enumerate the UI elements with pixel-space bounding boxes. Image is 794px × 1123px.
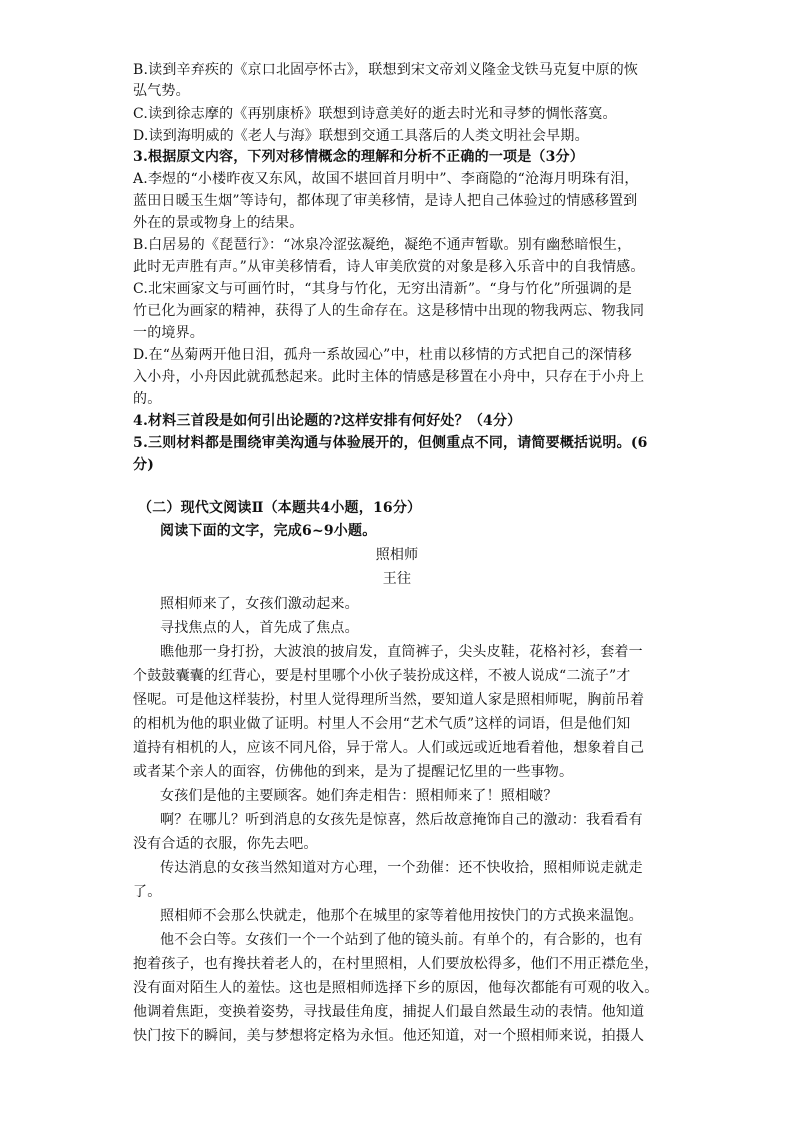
question-5-line2: 分)	[133, 457, 155, 473]
story-line: 他调着焦距，变换着姿势，寻找最佳角度，捕捉人们最自然最生动的表情。他知道	[133, 1004, 645, 1020]
story-line: 或者某个亲人的面容，仿佛他的到来，是为了提醒记忆里的一些事物。	[133, 764, 574, 780]
section-instruction: 阅读下面的文字，完成6~9小题。	[160, 523, 377, 539]
story-line: 没有面对陌生人的羞怯。这也是照相师选择下乡的原因，他每次都能有可观的收入。	[133, 980, 659, 996]
story-line: 快门按下的瞬间，美与梦想将定格为永恒。他还知道，对一个照相师来说，拍摄人	[133, 1028, 645, 1044]
story-paragraph: 寻找焦点的人，首先成了焦点。	[160, 620, 359, 636]
q3-option-d-line2: 入小舟，小舟因此就孤愁起来。此时主体的情感是移置在小舟中，只存在于小舟上	[133, 369, 645, 385]
q3-option-a-line1: A.李煜的“小楼昨夜又东风，故国不堪回首月明中”、李商隐的“沧海月明珠有泪，	[133, 171, 639, 187]
question-4: 4.材料三首段是如何引出论题的?这样安排有何好处？（4分）	[133, 413, 522, 429]
q3-option-d-line3: 的。	[133, 391, 162, 407]
q3-option-b-line1: B.白居易的《琵琶行》：“冰泉冷涩弦凝绝，凝绝不通声暂歇。别有幽愁暗恨生，	[133, 237, 632, 253]
story-line: 抱着孩子，也有搀扶着老人的，在村里照相，人们要放松得多，他们不用正襟危坐，	[133, 956, 659, 972]
option-b-line2: 弘气势。	[133, 83, 190, 99]
story-paragraph: 他不会白等。女孩们一个一个站到了他的镜头前。有单个的，有合影的，也有	[160, 932, 643, 948]
q3-option-d-line1: D.在“丛菊两开他日泪，孤舟一系故园心”中，杜甫以移情的方式把自己的深情移	[133, 347, 632, 363]
story-line: 的相机为他的职业做了证明。村里人不会用“艺术气质”这样的词语，但是他们知	[133, 716, 631, 732]
story-paragraph: 传达消息的女孩当然知道对方心理，一个劲催：还不快收拾，照相师说走就走	[160, 860, 643, 876]
q3-option-c-line2: 竹已化为画家的精神，获得了人的生命存在。这是移情中出现的物我两忘、物我同	[133, 303, 645, 319]
section-heading: （二）现代文阅读Ⅱ（本题共4小题，16分）	[138, 500, 422, 516]
story-paragraph: 瞧他那一身打扮，大波浪的披肩发，直筒裤子，尖头皮鞋，花格衬衫，套着一	[160, 644, 643, 660]
q3-option-a-line3: 外在的景或物身上的结果。	[133, 215, 304, 231]
story-paragraph: 女孩们是他的主要顾客。她们奔走相告：照相师来了！照相啵？	[160, 788, 558, 804]
q3-option-c-line1: C.北宋画家文与可画竹时，“其身与竹化，无穷出清新”。“身与竹化”所强调的是	[133, 281, 632, 297]
story-paragraph: 啊？在哪儿？听到消息的女孩先是惊喜，然后故意掩饰自己的激动：我看看有	[160, 812, 643, 828]
story-line: 道持有相机的人，应该不同凡俗，异于常人。人们或远或近地看着他，想象着自己	[133, 740, 645, 756]
story-paragraph: 照相师不会那么快就走，他那个在城里的家等着他用按快门的方式换来温饱。	[160, 908, 643, 924]
story-line: 怪呢。可是他这样装扮，村里人觉得理所当然，要知道人家是照相师呢，胸前吊着	[133, 692, 645, 708]
option-d: D.读到海明威的《老人与海》联想到交通工具落后的人类文明社会早期。	[133, 128, 589, 144]
q3-option-b-line2: 此时无声胜有声。”从审美移情看，诗人审美欣赏的对象是移入乐音中的自我情感。	[133, 259, 645, 275]
q3-option-a-line2: 蓝田日暖玉生烟”等诗句，都体现了审美移情，是诗人把自己体验过的情感移置到	[133, 193, 638, 209]
story-line: 没有合适的衣服，你先去吧。	[133, 836, 318, 852]
option-b-line1: B.读到辛弃疾的《京口北固亭怀古》，联想到宋文帝刘义隆金戈铁马克复中原的恢	[133, 62, 639, 78]
option-c: C.读到徐志摩的《再别康桥》联想到诗意美好的逝去时光和寻梦的惆怅落寞。	[133, 106, 617, 122]
question-3: 3.根据原文内容，下列对移情概念的理解和分析不正确的一项是（3分）	[133, 149, 584, 165]
story-paragraph: 照相师来了，女孩们激动起来。	[160, 596, 359, 612]
q3-option-c-line3: 一的境界。	[133, 325, 204, 341]
story-line: 了。	[133, 884, 162, 900]
story-line: 个鼓鼓囊囊的红背心，要是村里哪个小伙子装扮成这样，不被人说成“二流子”才	[133, 668, 631, 684]
story-author: 王往	[382, 571, 412, 587]
story-title: 照相师	[375, 547, 419, 563]
question-5-line1: 5.三则材料都是围绕审美沟通与体验展开的，但侧重点不同，请简要概括说明。(6	[133, 435, 648, 451]
